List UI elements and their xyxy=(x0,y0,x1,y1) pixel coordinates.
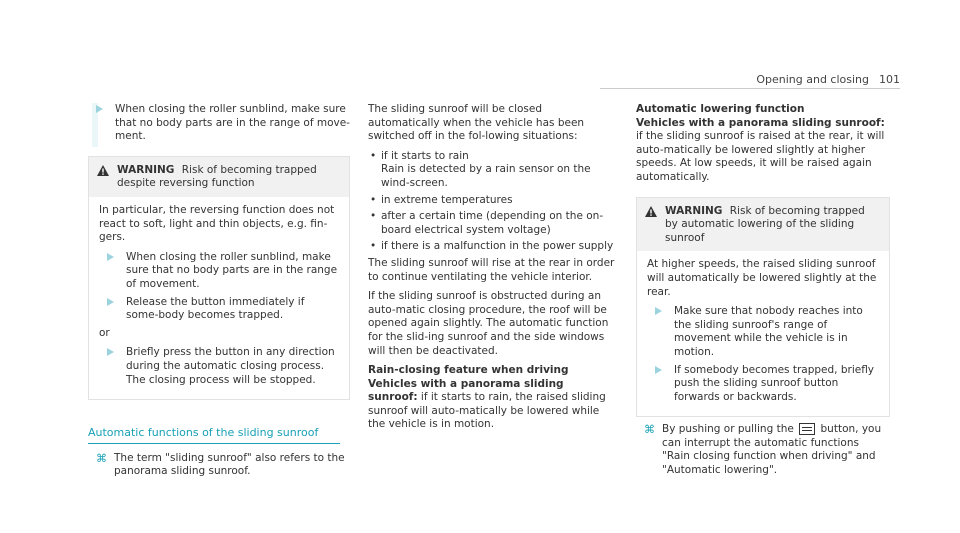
subsection-heading: Automatic lowering function xyxy=(636,103,805,115)
page-header xyxy=(756,73,900,87)
list-item xyxy=(368,240,616,254)
list-item-text: if there is a malfunction in the power supply xyxy=(381,240,614,253)
info-icon: ⌘ xyxy=(644,423,655,437)
step xyxy=(99,296,339,323)
warning-text: Risk of becoming trapped despite reversing function xyxy=(117,163,317,190)
bullet-icon: • xyxy=(370,193,377,206)
warning-box xyxy=(636,197,890,418)
column-1 xyxy=(88,103,350,479)
step-arrow-icon xyxy=(96,105,103,113)
column-2 xyxy=(368,103,616,438)
paragraph xyxy=(636,117,890,185)
page-number: 101 xyxy=(879,73,900,86)
note xyxy=(88,452,350,479)
warning-header xyxy=(637,198,889,252)
warning-icon xyxy=(97,165,109,176)
bullet-icon: • xyxy=(370,240,377,253)
list-item-text: after a certain time (depending on the on-board electrical system voltage) xyxy=(381,210,604,236)
warning-title: WARNING xyxy=(117,163,175,176)
warning-body xyxy=(637,251,889,416)
warning-paragraph: At higher speeds, the raised sliding sunroof will automatically be lowered slightly at the rear. xyxy=(647,258,877,298)
warning-body xyxy=(89,197,349,399)
section-title: Opening and closing xyxy=(756,73,869,86)
step-arrow-icon xyxy=(655,366,662,374)
warning-icon xyxy=(645,206,657,217)
step-arrow-icon xyxy=(107,253,114,261)
paragraph: If the sliding sunroof is obstructed during an auto-matic closing procedure, the roof will be opened again slightly. The automatic function for the slid-ing sunroof and the side windows will then be deactivated. xyxy=(368,290,609,357)
step xyxy=(99,346,339,387)
step xyxy=(99,251,339,292)
section-heading: Automatic functions of the sliding sunroof xyxy=(88,426,340,444)
intro-paragraph: The sliding sunroof will be closed automatically when the vehicle has been switched off in the fol-lowing situations: xyxy=(368,103,585,143)
warning-box xyxy=(88,156,350,400)
step-text: Make sure that nobody reaches into the sliding sunroof's range of movement while the vehicle is in motion. xyxy=(674,305,863,358)
step-arrow-icon xyxy=(107,298,114,306)
header-rule xyxy=(600,88,900,89)
vehicle-label: Vehicles with a panorama sliding sunroof: xyxy=(636,116,885,129)
bullet-icon: • xyxy=(370,210,377,223)
step xyxy=(647,364,879,405)
warning-text: Risk of becoming trapped by automatic lowering of the sliding sunroof xyxy=(665,204,865,244)
list-item-text: in extreme temperatures xyxy=(381,193,513,206)
column-3 xyxy=(636,103,890,478)
note-text: The term "sliding sunroof" also refers to the panorama sliding sunroof. xyxy=(114,451,345,478)
note-text: By pushing or pulling the xyxy=(662,423,794,436)
paragraph: The sliding sunroof will rise at the rear in order to continue ventilating the vehicle interior. xyxy=(368,256,615,283)
list-item-text: if it starts to rain xyxy=(381,149,469,162)
note-text: button, you can interrupt the automatic functions "Rain closing function when driving" and "Automatic lowering". xyxy=(662,423,882,477)
step-text: If somebody becomes trapped, briefly push the sliding sunroof button forwards or backwards. xyxy=(674,363,875,403)
sunroof-button-icon xyxy=(799,423,815,435)
subsection-heading: Rain-closing feature when driving xyxy=(368,364,569,377)
list-item xyxy=(368,194,616,208)
paragraph-text: if it starts to rain, the raised sliding sunroof will auto-matically be lowered while the vehicle is in motion. xyxy=(368,391,606,431)
info-icon: ⌘ xyxy=(96,451,107,465)
list-item-detail: Rain is detected by a rain sensor on the wind-screen. xyxy=(381,163,591,189)
step-text: When closing the roller sunblind, make sure that no body parts are in the range of movement. xyxy=(126,250,338,290)
note xyxy=(636,423,890,477)
warning-title: WARNING xyxy=(665,204,723,217)
step-arrow-icon xyxy=(107,348,114,356)
step-text: Briefly press the button in any direction during the automatic closing process. The closing process will be stopped. xyxy=(126,346,335,386)
list-item xyxy=(368,150,616,191)
paragraph-text: if the sliding sunroof is raised at the rear, it will auto-matically be lowered slightly at higher speeds. At low speeds, it will be raised again automatically. xyxy=(636,130,885,183)
warning-paragraph: In particular, the reversing function does not react to soft, light and thin objects, e.g. fin-gers. xyxy=(99,203,335,244)
or-text: or xyxy=(99,326,110,339)
bullet-icon: • xyxy=(370,149,377,162)
step-text: When closing the roller sunblind, make sure that no body parts are in the range of move-ment. xyxy=(115,103,350,143)
vehicle-label: Vehicles with a panorama sliding sunroof: xyxy=(368,377,564,404)
step xyxy=(647,305,879,359)
step-text: Release the button immediately if some-body becomes trapped. xyxy=(126,295,305,322)
warning-header xyxy=(89,157,349,197)
paragraph xyxy=(368,378,616,432)
list-item xyxy=(368,210,616,237)
step-arrow-icon xyxy=(655,307,662,315)
step xyxy=(88,103,350,144)
